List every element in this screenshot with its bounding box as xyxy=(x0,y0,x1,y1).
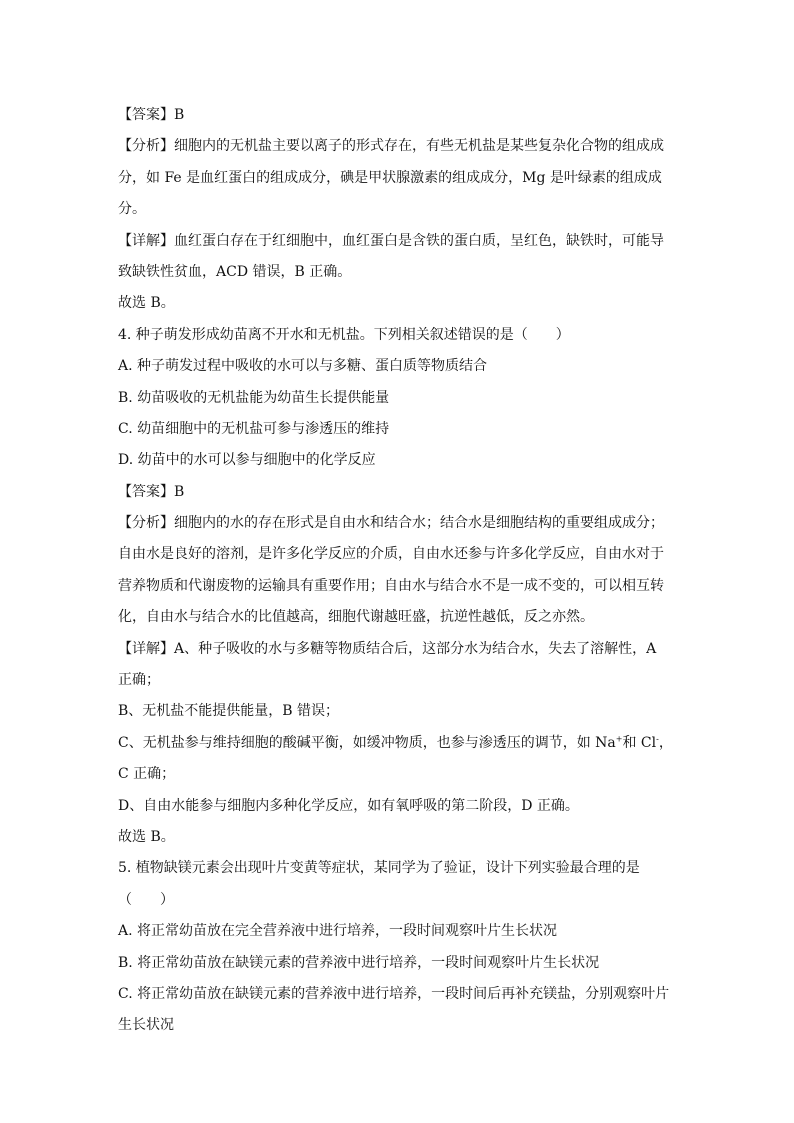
q5-option-b: B. 将正常幼苗放在缺镁元素的营养液中进行培养，一段时间观察叶片生长状况 xyxy=(118,954,600,971)
q5-stem-line-1: 5. 植物缺镁元素会出现叶片变黄等症状，某同学为了验证，设计下列实验最合理的是 xyxy=(118,860,640,877)
q3-analysis-line-1 xyxy=(118,131,678,162)
answer-label: 【答案】 xyxy=(118,107,174,123)
q4-detail-c xyxy=(118,728,678,759)
q3-conclusion: 故选 B。 xyxy=(118,295,175,312)
q3-analysis-line-2: 分，如 Fe 是血红蛋白的组成成分，碘是甲状腺激素的组成成分，Mg 是叶绿素的组成成 xyxy=(118,169,662,186)
detail-c-text: C、无机盐参与维持细胞的酸碱平衡，如缓冲物质，也参与渗透压的调节，如 Na xyxy=(118,734,616,751)
answer-value: B xyxy=(174,483,185,500)
answer-value: B xyxy=(174,107,185,123)
chloride-charge: - xyxy=(656,734,659,744)
q4-stem: 4. 种子萌发形成幼苗离不开水和无机盐。下列相关叙述错误的是（ ） xyxy=(118,326,570,343)
detail-text: 血红蛋白存在于红细胞中，血红蛋白是含铁的蛋白质，呈红色，缺铁时，可能导 xyxy=(174,232,664,249)
document-page xyxy=(118,100,678,1042)
q4-option-d: D. 幼苗中的水可以参与细胞中的化学反应 xyxy=(118,452,376,469)
analysis-label: 【分析】 xyxy=(118,515,174,532)
analysis-label: 【分析】 xyxy=(118,138,174,155)
q4-conclusion: 故选 B。 xyxy=(118,828,175,845)
sodium-charge: + xyxy=(615,734,623,744)
analysis-text: 细胞内的无机盐主要以离子的形式存在，有些无机盐是某些复杂化合物的组成成 xyxy=(174,138,664,155)
q4-analysis-line-2: 自由水是良好的溶剂，是许多化学反应的介质，自由水还参与许多化学反应，自由水对于 xyxy=(118,546,664,563)
q4-option-b: B. 幼苗吸收的无机盐能为幼苗生长提供能量 xyxy=(118,389,390,406)
q4-detail-b: B、无机盐不能提供能量，B 错误； xyxy=(118,703,340,720)
answer-label: 【答案】 xyxy=(118,483,174,500)
q4-analysis-line-1 xyxy=(118,508,678,539)
q4-option-c: C. 幼苗细胞中的无机盐可参与渗透压的维持 xyxy=(118,420,390,437)
detail-text: A、种子吸收的水与多糖等物质结合后，这部分水为结合水，失去了溶解性，A xyxy=(174,640,657,657)
q5-stem-line-2: （ ） xyxy=(118,891,174,908)
q4-analysis-line-3: 营养物质和代谢废物的运输具有重要作用；自由水与结合水不是一成不变的，可以相互转 xyxy=(118,577,664,594)
q4-analysis-line-4: 化，自由水与结合水的比值越高，细胞代谢越旺盛，抗逆性越低，反之亦然。 xyxy=(118,609,594,626)
detail-label: 【详解】 xyxy=(118,640,174,657)
q5-option-a: A. 将正常幼苗放在完全营养液中进行培养，一段时间观察叶片生长状况 xyxy=(118,923,558,940)
analysis-text: 细胞内的水的存在形式是自由水和结合水；结合水是细胞结构的重要组成成分； xyxy=(174,515,664,532)
q4-detail-line-2: 正确； xyxy=(118,672,160,689)
q3-answer xyxy=(118,100,678,131)
q3-detail-line-2: 致缺铁性贫血，ACD 错误，B 正确。 xyxy=(118,263,352,280)
q4-detail-d: D、自由水能参与细胞内多种化学反应，如有氧呼吸的第二阶段，D 正确。 xyxy=(118,797,579,814)
detail-c-text-mid: 和 Cl xyxy=(622,734,657,751)
q4-detail-line-1 xyxy=(118,634,678,665)
q4-answer xyxy=(118,477,678,508)
q3-detail-line-1 xyxy=(118,226,678,257)
q5-option-c-line-2: 生长状况 xyxy=(118,1017,174,1034)
q4-detail-c-line-2: C 正确； xyxy=(118,766,176,783)
q3-analysis-line-3: 分。 xyxy=(118,201,146,218)
detail-label: 【详解】 xyxy=(118,232,174,249)
q4-option-a: A. 种子萌发过程中吸收的水可以与多糖、蛋白质等物质结合 xyxy=(118,358,488,375)
detail-c-text-end: ， xyxy=(658,734,673,751)
q5-option-c: C. 将正常幼苗放在缺镁元素的营养液中进行培养，一段时间后再补充镁盐，分别观察叶片 xyxy=(118,985,670,1002)
